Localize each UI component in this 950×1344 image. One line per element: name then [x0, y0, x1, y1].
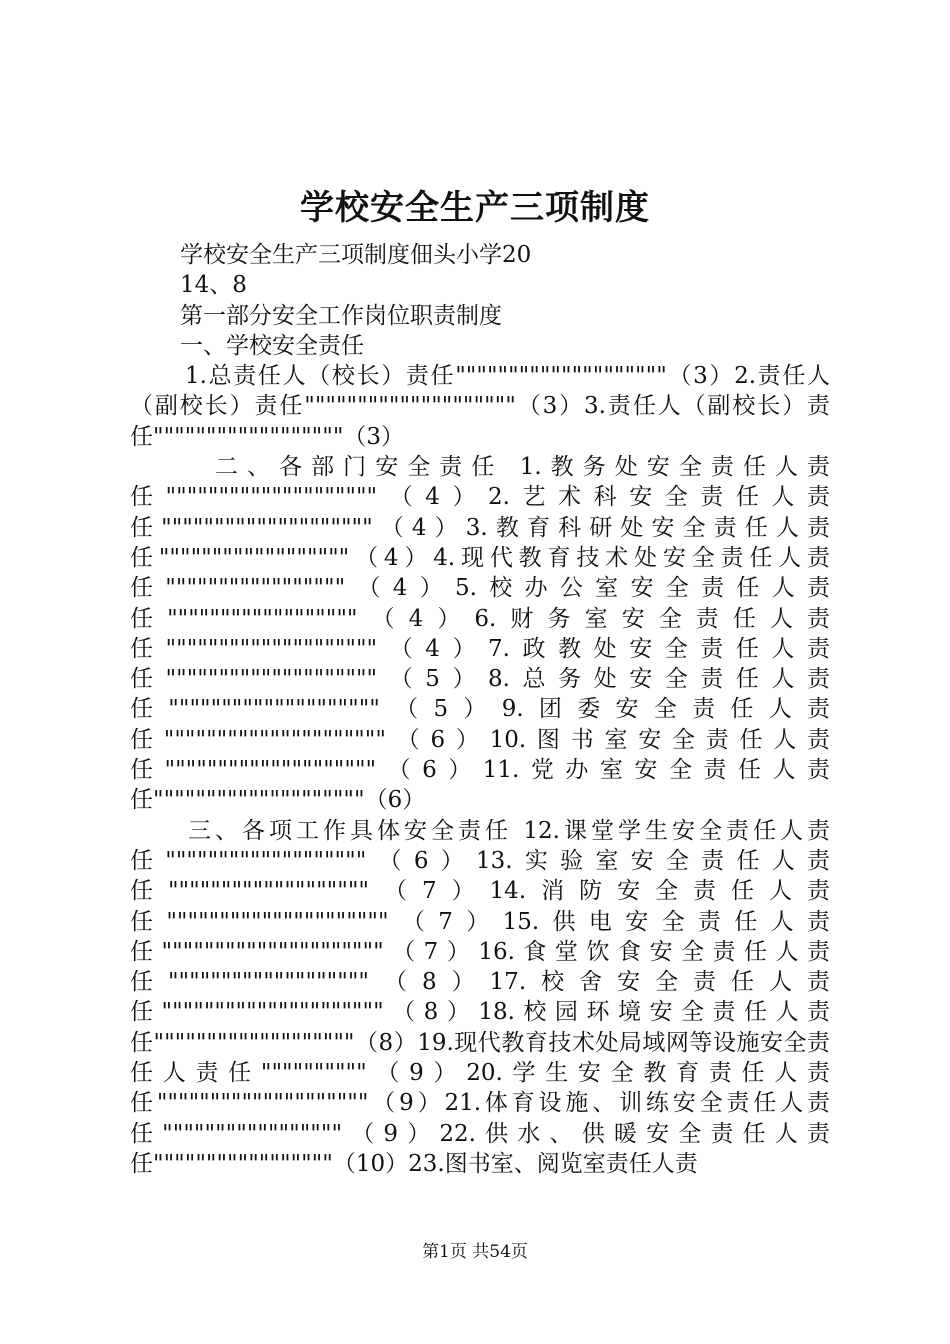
- paragraph-school-responsibility: 1.总责任人（校长）责任""""""""""""""""""""（3）2.责任人（副校长）责任""""""""""""""""""""（3）3.责任人（副校长）责任""""""""""""""""""（3）: [130, 363, 830, 450]
- paragraph-subtitle: 学校安全生产三项制度佃头小学20: [180, 242, 532, 268]
- paragraph-section-heading: 一、学校安全责任: [180, 332, 364, 359]
- paragraph-department-responsibility: 二、各部门安全责任 1.教务处安全责任人责任""""""""""""""""""""（4）2.艺术科安全责任人责任""""""""""""""""""""（4）3.教育科研处安全责任人责任""""""""""""""""""（4）4.现代教育技术处安全责任人责任"""""""""""""""""（4）5.校办公室安全责任人责任""""""""""""""""""（4）6.财务室安全责任人责任""""""""""""""""""""（4）7.政教处安全责任人责任""""""""""""""""""""（5）8.总务处安全责任人责任""""""""""""""""""""（5）9.团委安全责任人责任"""""""""""""""""""""（6）10.图书室安全责任人责任""""""""""""""""""""（6）11.党办室安全责任人责任""""""""""""""""""""（6）: [130, 454, 830, 814]
- document-title: 学校安全生产三项制度: [300, 188, 650, 228]
- paragraph-part-heading: 第一部分安全工作岗位职责制度: [180, 302, 502, 329]
- page-footer: 第1页 共54页: [422, 1242, 528, 1262]
- paragraph-date: 14、8: [180, 272, 247, 299]
- document-body: [130, 240, 830, 1179]
- paragraph-work-responsibility: 三、各项工作具体安全责任 12.课堂学生安全责任人责任"""""""""""""""""""（6）13.实验室安全责任人责任"""""""""""""""""""（7）14.消防安全责任人责任"""""""""""""""""""""（7）15.供电安全责任人责任"""""""""""""""""""""（7）16.食堂饮食安全责任人责任"""""""""""""""""""（8）17.校舍安全责任人责任"""""""""""""""""""""（8）18.校园环境安全责任人责任"""""""""""""""""""（8）19.现代教育技术处局域网等设施安全责任人责任""""""""""（9）20.学生安全教育责任人责任""""""""""""""""""""（9）21.体育设施、训练安全责任人责任"""""""""""""""""（9）22.供水、供暖安全责任人责任"""""""""""""""""（10）23.图书室、阅览室责任人责: [130, 817, 830, 1177]
